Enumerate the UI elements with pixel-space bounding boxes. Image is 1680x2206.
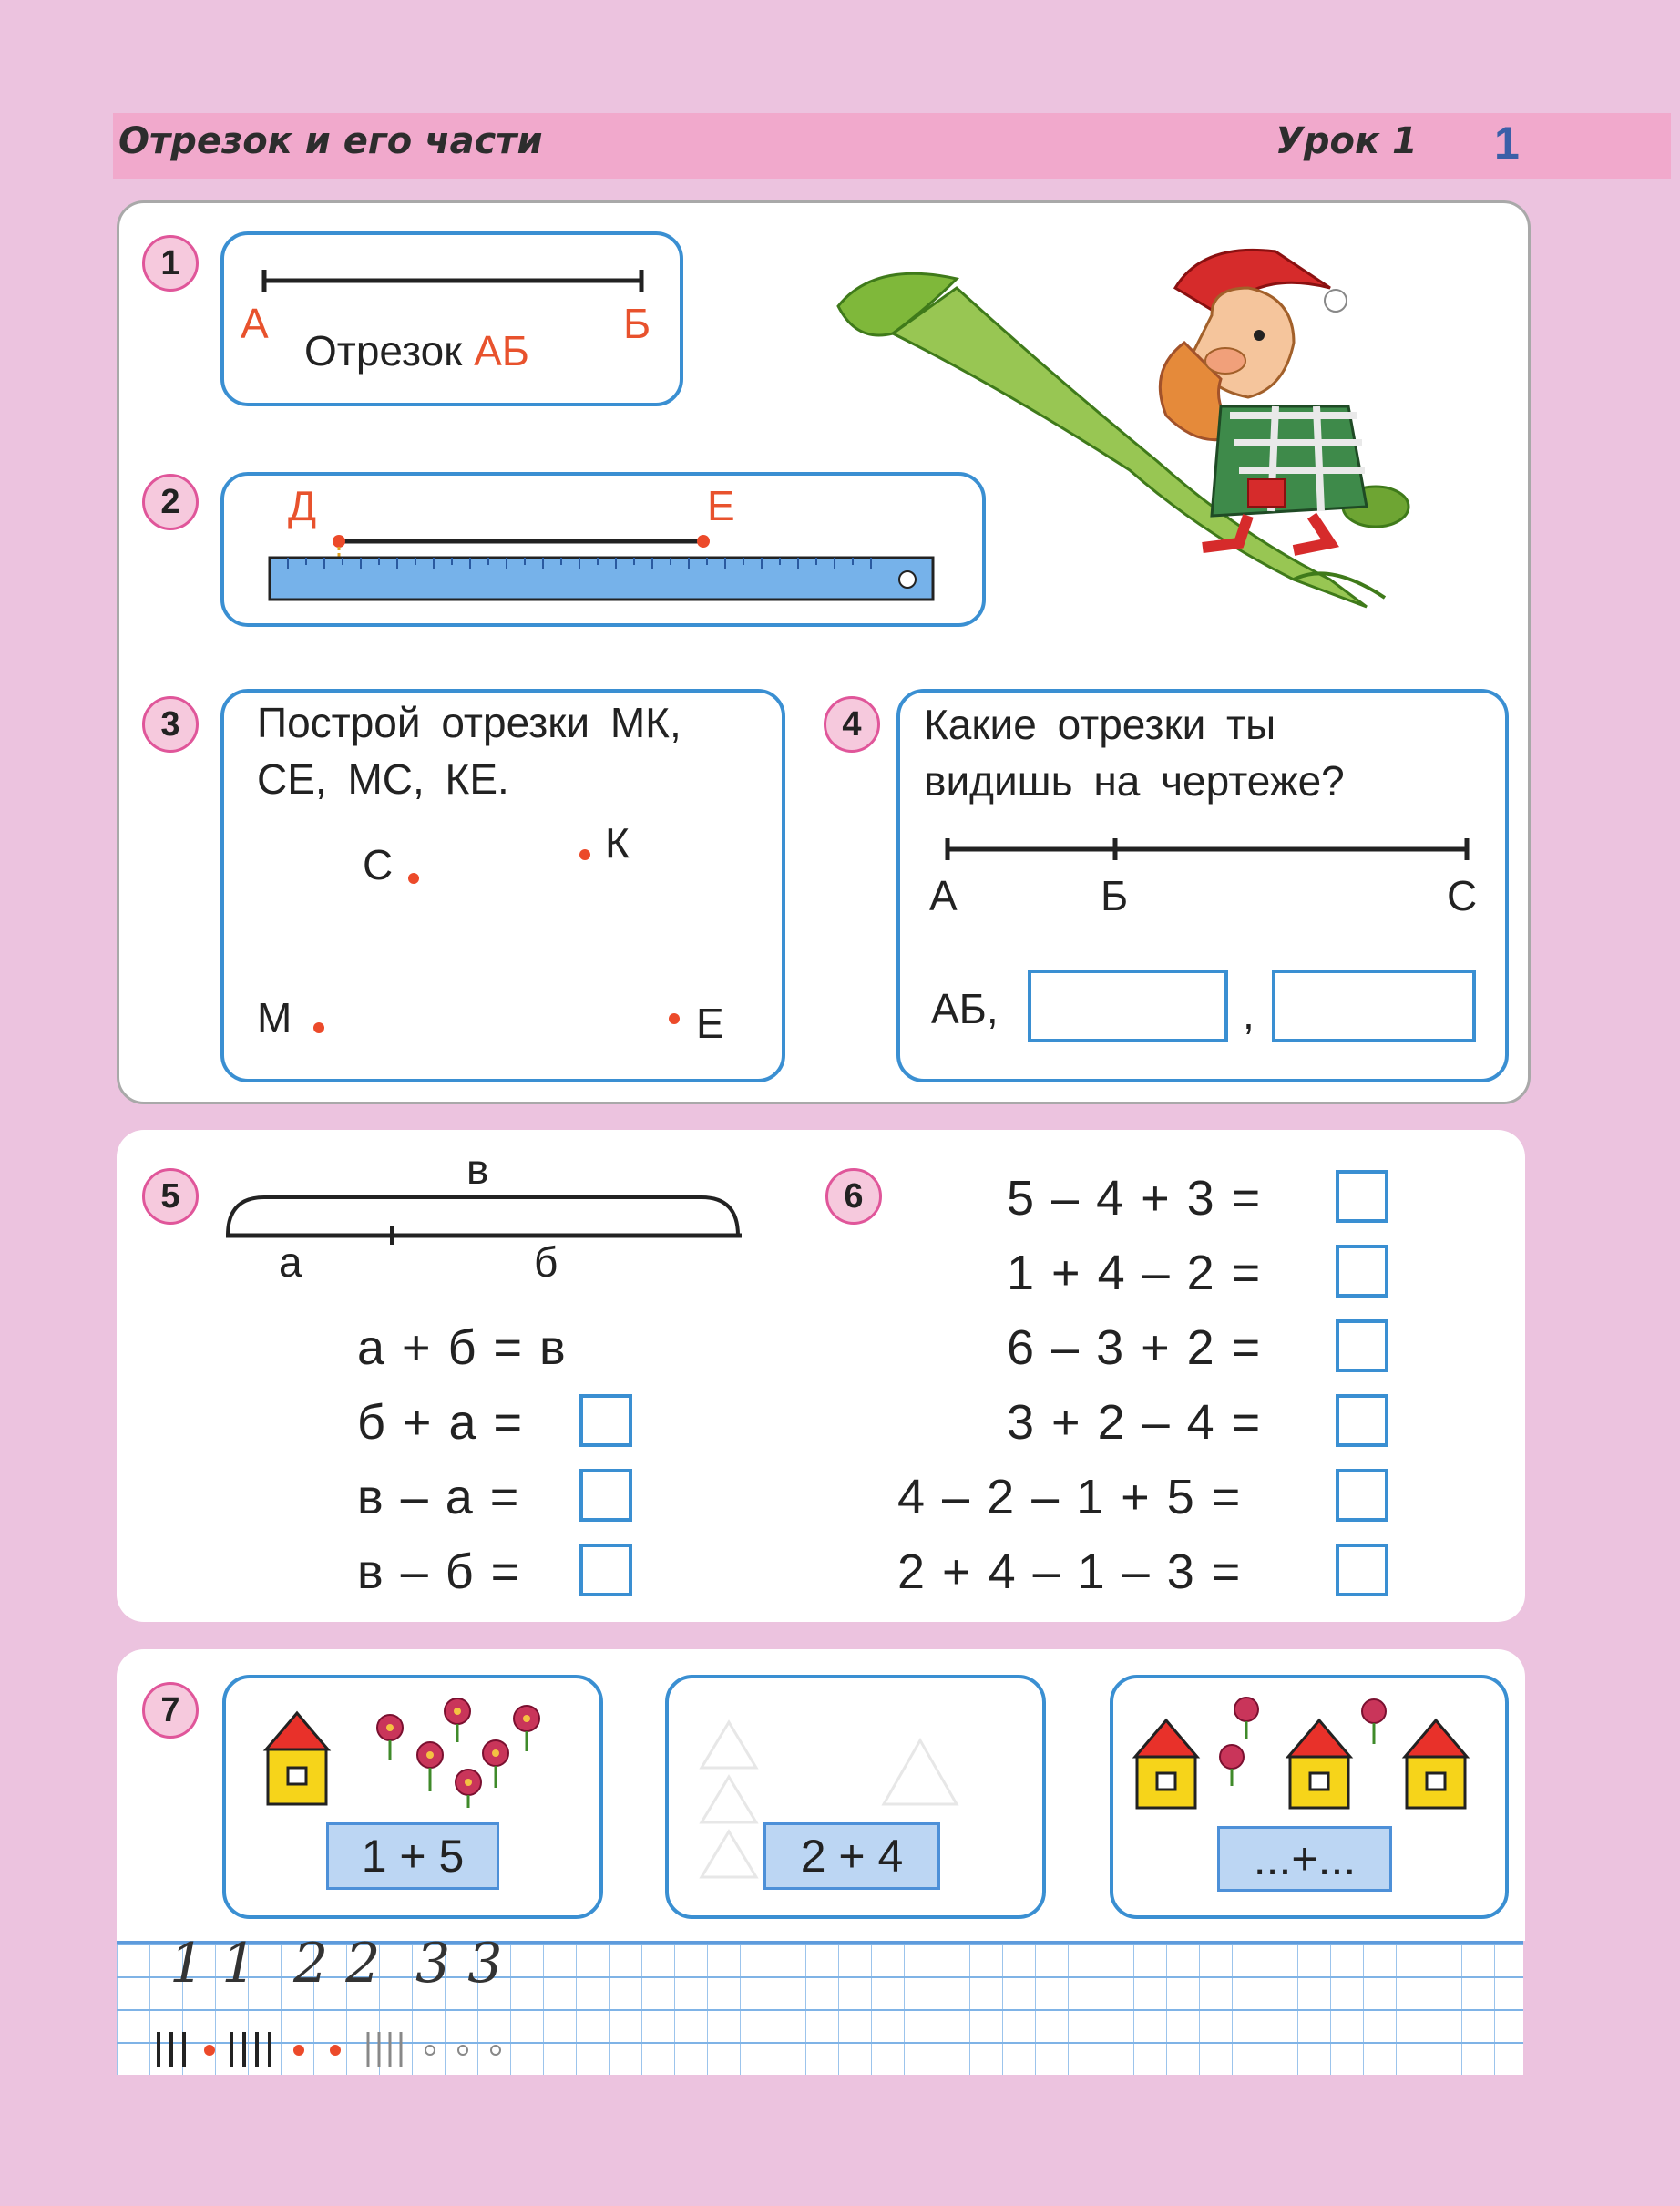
task-number-3: 3: [142, 696, 199, 753]
task6-equation-1: 5 – 4 + 3 =: [1007, 1171, 1263, 1226]
task3-point-e[interactable]: [669, 1013, 680, 1024]
task6-answer-box-3[interactable]: [1336, 1319, 1388, 1372]
task4-answer-box-2[interactable]: [1272, 970, 1476, 1042]
task1-point-a: А: [241, 300, 269, 347]
ruler-with-segment: [266, 528, 940, 605]
task6-answer-box-1[interactable]: [1336, 1170, 1388, 1223]
task3-point-c[interactable]: [408, 873, 419, 884]
task3-label-c: С: [363, 841, 394, 888]
task5-equation-2: б + а =: [357, 1395, 525, 1450]
task1-caption: [304, 326, 529, 375]
task3-instruction-line2: СЕ, МС, КЕ.: [257, 755, 509, 803]
task2-point-e: Е: [707, 482, 735, 529]
task-number-6: 6: [825, 1168, 882, 1225]
task3-label-k: К: [605, 819, 630, 867]
task7-card-2-expression: 2 + 4: [763, 1822, 940, 1890]
task4-label-b: Б: [1101, 872, 1129, 919]
task1-caption-name: АБ: [474, 327, 529, 375]
task6-answer-box-5[interactable]: [1336, 1469, 1388, 1522]
task6-answer-box-6[interactable]: [1336, 1544, 1388, 1596]
task6-equation-4: 3 + 2 – 4 =: [1007, 1395, 1263, 1450]
stroke-practice-row: [153, 2028, 536, 2068]
house-icon: [261, 1709, 333, 1810]
lesson-label: Урок 1: [1275, 120, 1418, 162]
task5-label-b: б: [534, 1238, 558, 1286]
task4-question-line2: видишь на чертеже?: [924, 757, 1345, 805]
task6-equation-3: 6 – 3 + 2 =: [1007, 1320, 1263, 1375]
writing-sample-twos: 2 2: [293, 1932, 381, 1996]
task4-answer-box-1[interactable]: [1028, 970, 1228, 1042]
task4-label-c: С: [1447, 872, 1478, 919]
segment-ab: [246, 264, 656, 292]
task5-label-v: в: [466, 1145, 489, 1193]
task3-label-e: Е: [696, 1000, 724, 1047]
task5-answer-box-1[interactable]: [579, 1394, 632, 1447]
task5-equation-1: а + б = в: [357, 1320, 568, 1375]
task6-equation-6: 2 + 4 – 1 – 3 =: [897, 1544, 1243, 1599]
page-title: Отрезок и его части: [118, 120, 543, 162]
flowers-icon: [363, 1691, 554, 1810]
task-number-5: 5: [142, 1168, 199, 1225]
page-number: 1: [1494, 118, 1520, 169]
task5-label-a: а: [279, 1238, 302, 1286]
writing-sample-ones: 1 1: [169, 1932, 257, 1996]
task6-answer-box-2[interactable]: [1336, 1245, 1388, 1298]
task6-equation-2: 1 + 4 – 2 =: [1007, 1246, 1263, 1300]
houses-and-flowers-icon: [1130, 1691, 1485, 1811]
task3-point-m[interactable]: [313, 1022, 324, 1033]
task1-point-b: Б: [623, 300, 651, 347]
task-number-2: 2: [142, 474, 199, 530]
task3-instruction-line1: Построй отрезки МК,: [257, 699, 681, 746]
segment-abc: [938, 833, 1485, 866]
task1-caption-prefix: Отрезок: [304, 327, 475, 375]
writing-sample-threes: 3 3: [415, 1932, 503, 1996]
task4-question-line1: Какие отрезки ты: [924, 701, 1276, 748]
task3-point-k[interactable]: [579, 849, 590, 860]
task6-answer-box-4[interactable]: [1336, 1394, 1388, 1447]
task7-card-1-expression: 1 + 5: [326, 1822, 499, 1890]
task-number-4: 4: [824, 696, 880, 753]
task-number-7: 7: [142, 1682, 199, 1739]
task6-equation-5: 4 – 2 – 1 + 5 =: [897, 1470, 1243, 1524]
task-number-1: 1: [142, 235, 199, 292]
task4-answer-prefix: АБ,: [931, 985, 999, 1032]
task4-label-a: А: [929, 872, 958, 919]
task4-comma: ,: [1243, 990, 1255, 1038]
task5-equation-3: в – а =: [357, 1470, 521, 1524]
task1-box: [220, 231, 683, 406]
task5-answer-box-3[interactable]: [579, 1544, 632, 1596]
task7-card-3-expression: ...+...: [1217, 1826, 1392, 1892]
task5-answer-box-2[interactable]: [579, 1469, 632, 1522]
task5-equation-4: в – б =: [357, 1544, 522, 1599]
task2-point-d: Д: [288, 482, 317, 529]
task3-label-m: М: [257, 994, 292, 1041]
